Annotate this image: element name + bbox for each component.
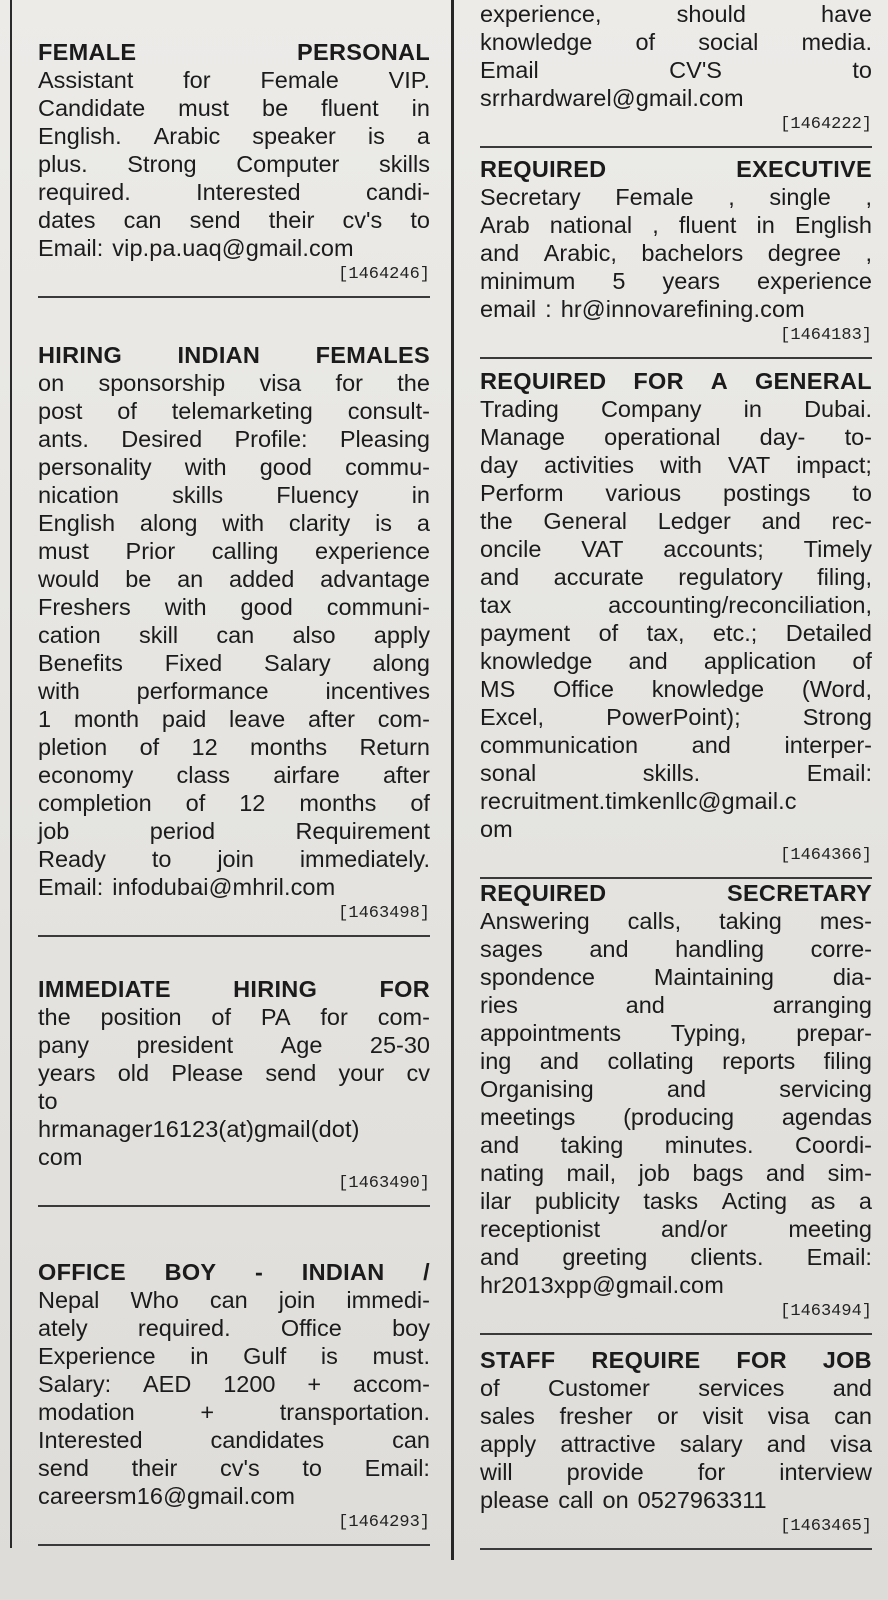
ad-reference-number: [1463490] (338, 1174, 430, 1193)
ad-text-line: om (480, 816, 513, 842)
ad-text-line: and taking minutes. Coordi- (480, 1132, 872, 1158)
ad-immediate-hiring-pa (38, 975, 430, 1207)
ad-text-line: recruitment.timkenllc@gmail.c (480, 788, 797, 814)
ad-headline: REQUIRED SECRETARY (480, 880, 872, 906)
ad-text-line: Answering calls, taking mes- (480, 908, 872, 934)
ad-text-line: receptionist and/or meeting (480, 1216, 872, 1242)
ad-text-line: years old Please send your cv (38, 1060, 430, 1086)
ad-required-general-trading (480, 367, 872, 879)
ad-text-line: apply attractive salary and visa (480, 1431, 872, 1457)
ad-text-line: Benefits Fixed Salary along (38, 650, 430, 676)
ad-separator-rule (480, 1333, 872, 1335)
ad-text-line: meetings (producing agendas (480, 1104, 872, 1130)
ad-office-boy (38, 1258, 430, 1546)
ad-text-line: Secretary Female , single , (480, 184, 872, 210)
ad-text-line: nating mail, job bags and sim- (480, 1160, 872, 1186)
ad-text-line: hrmanager16123(at)gmail(dot) (38, 1116, 360, 1142)
ad-text-line: English. Arabic speaker is a (38, 123, 430, 149)
ad-text-line: Nepal Who can join immedi- (38, 1287, 430, 1313)
ad-text-line: spondence Maintaining dia- (480, 964, 872, 990)
ad-text-line: post of telemarketing consult- (38, 398, 430, 424)
ad-text-line: ately required. Office boy (38, 1315, 430, 1341)
ad-text-line: pletion of 12 months Return (38, 734, 430, 760)
ad-social-media-continued (480, 0, 872, 148)
ad-text-line: Freshers with good communi- (38, 594, 430, 620)
ad-text-line: completion of 12 months of (38, 790, 430, 816)
ad-text-line: Assistant for Female VIP. (38, 67, 430, 93)
ad-headline: HIRING INDIAN FEMALES (38, 342, 430, 368)
ad-reference-number: [1464222] (780, 115, 872, 134)
ad-text-line: Experience in Gulf is must. (38, 1343, 430, 1369)
ad-reference-number: [1464293] (338, 1513, 430, 1532)
page-edge-rule (10, 0, 12, 1548)
ad-text-line: appointments Typing, prepar- (480, 1020, 872, 1046)
ad-text-line: Manage operational day- to- (480, 424, 872, 450)
ad-text-line: oncile VAT accounts; Timely (480, 536, 872, 562)
ad-text-line: communication and interper- (480, 732, 872, 758)
ad-separator-rule (480, 1548, 872, 1550)
ad-headline: REQUIRED FOR A GENERAL (480, 368, 872, 394)
ad-text-line: hr2013xpp@gmail.com (480, 1272, 724, 1298)
ad-text-line: the General Ledger and rec- (480, 508, 872, 534)
ad-text-line: Ready to join immediately. (38, 846, 430, 872)
ad-text-line: personality with good commu- (38, 454, 430, 480)
ad-text-line: job period Requirement (38, 818, 430, 844)
ad-reference-number: [1464246] (338, 265, 430, 284)
ad-text-line: experience, should have (480, 1, 872, 27)
ad-text-line: sonal skills. Email: (480, 760, 872, 786)
ad-text-line: nication skills Fluency in (38, 482, 430, 508)
ad-text-line: ing and collating reports filing (480, 1048, 872, 1074)
ad-separator-rule (38, 935, 430, 937)
ad-required-executive-secretary (480, 155, 872, 359)
ad-text-line: minimum 5 years experience (480, 268, 872, 294)
ad-text-line: will provide for interview (480, 1459, 872, 1485)
ad-text-line: and Arabic, bachelors degree , (480, 240, 872, 266)
ad-female-personal-assistant (38, 38, 430, 298)
ad-text-line: Interested candidates can (38, 1427, 430, 1453)
ad-text-line: with performance incentives (38, 678, 430, 704)
ad-text-line: Salary: AED 1200 + accom- (38, 1371, 430, 1397)
ad-text-line: pany president Age 25-30 (38, 1032, 430, 1058)
ad-text-line: Trading Company in Dubai. (480, 396, 872, 422)
ad-text-line: com (38, 1144, 83, 1170)
ad-text-line: careersm16@gmail.com (38, 1483, 296, 1509)
ad-text-line: English along with clarity is a (38, 510, 430, 536)
ad-text-line: required. Interested candi- (38, 179, 430, 205)
ad-headline: STAFF REQUIRE FOR JOB (480, 1347, 872, 1373)
ad-text-line: payment of tax, etc.; Detailed (480, 620, 872, 646)
ad-text-line: Organising and servicing (480, 1076, 872, 1102)
ad-separator-rule (480, 357, 872, 359)
ad-hiring-indian-females (38, 341, 430, 937)
ad-text-line: srrhardwarel@gmail.com (480, 85, 744, 111)
ad-text-line: of Customer services and (480, 1375, 872, 1401)
ad-separator-rule (38, 1544, 430, 1546)
ad-reference-number: [1463494] (780, 1302, 872, 1321)
ad-text-line: Email: vip.pa.uaq@gmail.com (38, 235, 354, 261)
ad-text-line: economy class airfare after (38, 762, 430, 788)
ad-text-line: ants. Desired Profile: Pleasing (38, 426, 430, 452)
ad-text-line: to (38, 1088, 58, 1114)
ad-text-line: sages and handling corre- (480, 936, 872, 962)
ad-text-line: Excel, PowerPoint); Strong (480, 704, 872, 730)
ad-text-line: would be an added advantage (38, 566, 430, 592)
ad-staff-require-for-job (480, 1346, 872, 1550)
ad-text-line: Candidate must be fluent in (38, 95, 430, 121)
ad-separator-rule (38, 296, 430, 298)
ad-text-line: Arab national , fluent in English (480, 212, 872, 238)
ad-text-line: tax accounting/reconciliation, (480, 592, 872, 618)
ad-headline: REQUIRED EXECUTIVE (480, 156, 872, 182)
ad-reference-number: [1464366] (780, 846, 872, 865)
ad-required-secretary (480, 879, 872, 1335)
ad-text-line: plus. Strong Computer skills (38, 151, 430, 177)
ad-headline: IMMEDIATE HIRING FOR (38, 976, 430, 1002)
ad-text-line: knowledge and application of (480, 648, 872, 674)
ad-text-line: Perform various postings to (480, 480, 872, 506)
ad-text-line: on sponsorship visa for the (38, 370, 430, 396)
ad-text-line: Email: infodubai@mhril.com (38, 874, 336, 900)
ad-headline: FEMALE PERSONAL (38, 39, 430, 65)
ad-text-line: must Prior calling experience (38, 538, 430, 564)
ad-text-line: and accurate regulatory filing, (480, 564, 872, 590)
ad-headline: OFFICE BOY - INDIAN / (38, 1259, 430, 1285)
ad-text-line: ries and arranging (480, 992, 872, 1018)
ad-text-line: send their cv's to Email: (38, 1455, 430, 1481)
ad-text-line: cation skill can also apply (38, 622, 430, 648)
ad-reference-number: [1463465] (780, 1517, 872, 1536)
ad-text-line: please call on 0527963311 (480, 1487, 767, 1513)
column-divider (451, 0, 454, 1560)
ad-text-line: knowledge of social media. (480, 29, 872, 55)
ad-text-line: dates can send their cv's to (38, 207, 430, 233)
ad-reference-number: [1463498] (338, 904, 430, 923)
ad-text-line: sales fresher or visit visa can (480, 1403, 872, 1429)
ad-text-line: email : hr@innovarefining.com (480, 296, 805, 322)
ad-text-line: ilar publicity tasks Acting as a (480, 1188, 872, 1214)
ad-separator-rule (480, 146, 872, 148)
ad-text-line: Email CV'S to (480, 57, 872, 83)
ad-separator-rule (38, 1205, 430, 1207)
ad-text-line: modation + transportation. (38, 1399, 430, 1425)
ad-reference-number: [1464183] (780, 326, 872, 345)
ad-text-line: MS Office knowledge (Word, (480, 676, 872, 702)
ad-text-line: the position of PA for com- (38, 1004, 430, 1030)
ad-text-line: and greeting clients. Email: (480, 1244, 872, 1270)
ad-text-line: 1 month paid leave after com- (38, 706, 430, 732)
ad-text-line: day activities with VAT impact; (480, 452, 872, 478)
